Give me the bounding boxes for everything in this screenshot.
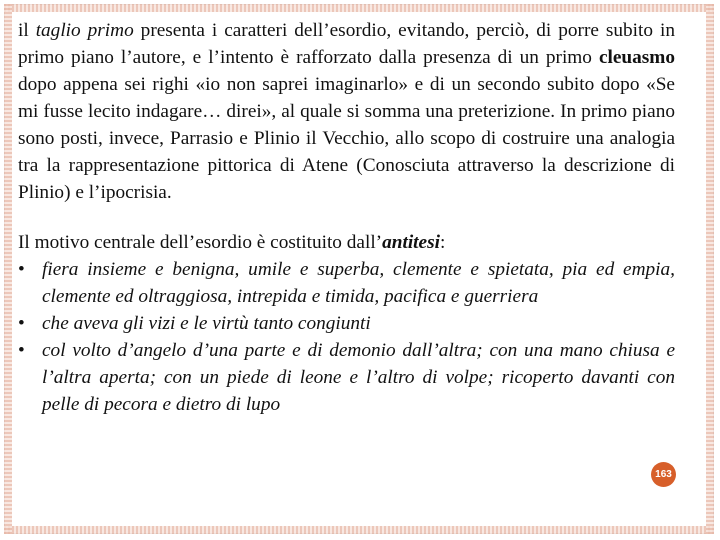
antithesis-list <box>18 256 675 418</box>
intro-text: Il motivo centrale dell’esordio è costituito dall’ <box>18 232 383 253</box>
decorative-border-left <box>4 4 12 534</box>
decorative-border-top <box>4 4 714 12</box>
list-item <box>18 337 675 418</box>
list-item-text: che aveva gli vizi e le virtù tanto congiunti <box>42 313 371 334</box>
text-segment: presenta i caratteri dell’esordio, evitando, perciò, di porre subito in primo piano l’autore, e l’intento è rafforzato dalla presenza di un primo <box>18 20 675 68</box>
list-item <box>18 310 675 337</box>
text-segment: il <box>18 20 36 41</box>
paragraph-analysis <box>18 17 675 206</box>
antithesis-intro <box>18 229 675 256</box>
bullet-icon: • <box>18 259 25 280</box>
list-item-text: fiera insieme e benigna, umile e superba, clemente e spietata, pia ed empia, clemente ed oltraggiosa, intrepida e timida, pacifica e guerriera <box>42 259 675 307</box>
bullet-icon: • <box>18 313 25 334</box>
page-number-badge: 163 <box>651 462 676 487</box>
bullet-icon: • <box>18 340 25 361</box>
intro-colon: : <box>439 232 446 253</box>
intro-emphasis: antitesi <box>382 232 440 253</box>
text-segment-bold: cleuasmo <box>598 47 675 68</box>
paragraph-antithesis <box>18 229 675 418</box>
text-segment: dopo appena sei righi «io non saprei imaginarlo» e di un secondo subito dopo «Se mi fusse lecito indagare… direi», al quale si somma una preterizione. In primo piano sono posti, invece, Parrasio e Plinio il Vecchio, allo scopo di costruire una analogia tra la rappresentazione pittorica di Atene (Conosciuta attraverso la descrizione di Plinio) e l’ipocrisia. <box>18 74 675 203</box>
list-item-text: col volto d’angelo d’una parte e di demonio dall’altra; con una mano chiusa e l’altra aperta; con un piede di leone e l’altro di volpe; ricoperto davanti con pelle di pecora e dietro di lupo <box>42 340 675 415</box>
decorative-border-right <box>706 4 714 534</box>
slide-content <box>18 17 675 418</box>
decorative-border-bottom <box>4 526 714 534</box>
text-segment-italic: taglio primo <box>35 20 134 41</box>
list-item <box>18 256 675 310</box>
